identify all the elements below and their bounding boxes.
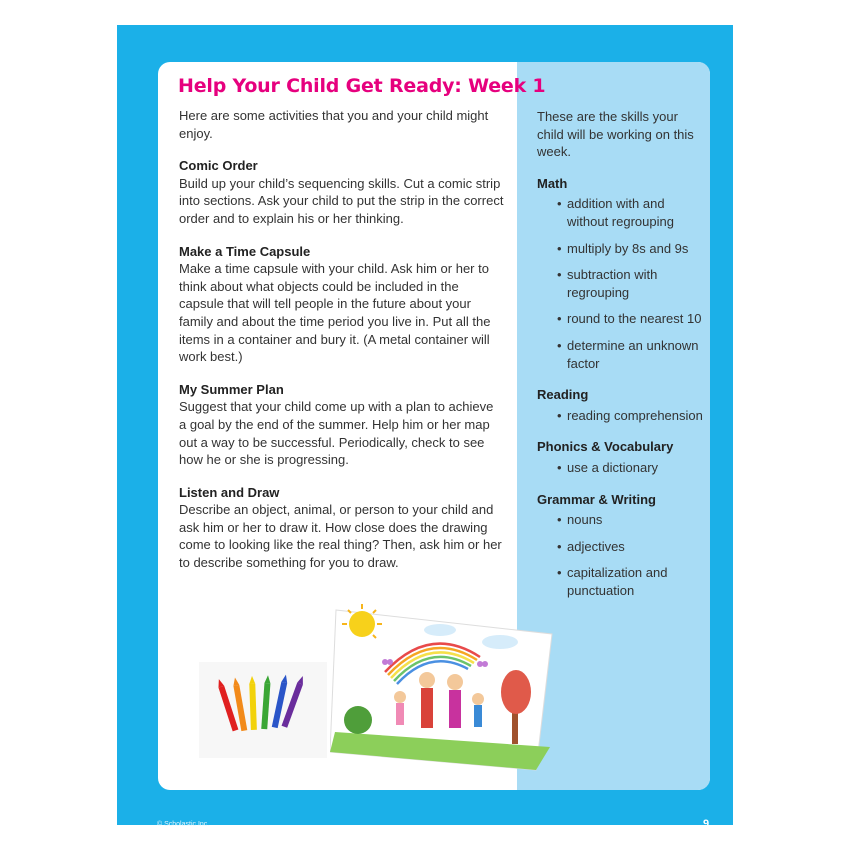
skills-list-reading	[537, 407, 707, 425]
skill-item: • addition with and without regrouping	[557, 195, 707, 230]
activity-time-capsule	[179, 243, 504, 366]
skill-item: • round to the nearest 10	[557, 310, 707, 328]
activity-summer-plan	[179, 381, 504, 469]
skills-heading-reading: Reading	[537, 387, 589, 403]
activities-column	[179, 107, 504, 587]
content-card	[158, 62, 710, 790]
skills-heading-grammar: Grammar & Writing	[537, 491, 656, 507]
activity-comic-order	[179, 157, 504, 227]
activity-listen-draw	[179, 484, 504, 572]
activity-text: Make a time capsule with your child. Ask him or her to think about what objects could be included in the capsule that will tell people in the future about your family and about the time period you live in. Put all the items in a container and bury it. (A metal container will work best.)	[179, 261, 491, 365]
activity-text: Build up your child’s sequencing skills. Cut a comic strip into sections. Ask your child to put the strip in the correct order and to explain his or her thinking.	[179, 175, 504, 226]
activity-heading: My Summer Plan	[179, 381, 284, 397]
skills-panel	[537, 108, 707, 613]
skill-item: • reading comprehension	[557, 407, 707, 425]
skill-item: • capitalization and punctuation	[557, 564, 707, 599]
skill-item: • determine an unknown factor	[557, 337, 707, 372]
page-frame	[117, 25, 733, 830]
skills-list-grammar	[537, 511, 707, 599]
skill-item: • multiply by 8s and 9s	[557, 240, 707, 258]
skills-heading-math: Math	[537, 175, 568, 191]
skill-item: • adjectives	[557, 538, 707, 556]
skill-item: • nouns	[557, 511, 707, 529]
skill-item: • use a dictionary	[557, 459, 707, 477]
child-drawing-image	[330, 602, 560, 774]
activity-text: Describe an object, animal, or person to your child and ask him or her to draw it. How close does the drawing come to looking like the real thing? Then, ask him or her to describe something for you to draw.	[179, 502, 502, 571]
page-number: 9	[703, 818, 710, 830]
skills-lead: These are the skills your child will be working on this week.	[537, 109, 694, 160]
activity-heading: Listen and Draw	[179, 484, 280, 500]
page-title: Help Your Child Get Ready: Week 1	[178, 75, 546, 97]
activity-text: Suggest that your child come up with a plan to achieve a goal by the end of the summer. Help him or her map out a way to be successful. Periodically, check to see how he or she is progressing.	[179, 399, 494, 468]
intro-text: Here are some activities that you and your child might enjoy.	[179, 108, 489, 141]
activity-heading: Comic Order	[179, 158, 258, 174]
crayons-image	[199, 662, 327, 758]
copyright-footer: © Scholastic Inc.	[157, 821, 210, 828]
activity-heading: Make a Time Capsule	[179, 243, 311, 259]
skills-list-phonics	[537, 459, 707, 477]
skills-heading-phonics: Phonics & Vocabulary	[537, 439, 674, 455]
skill-item: • subtraction with regrouping	[557, 266, 707, 301]
skills-list-math	[537, 195, 707, 372]
